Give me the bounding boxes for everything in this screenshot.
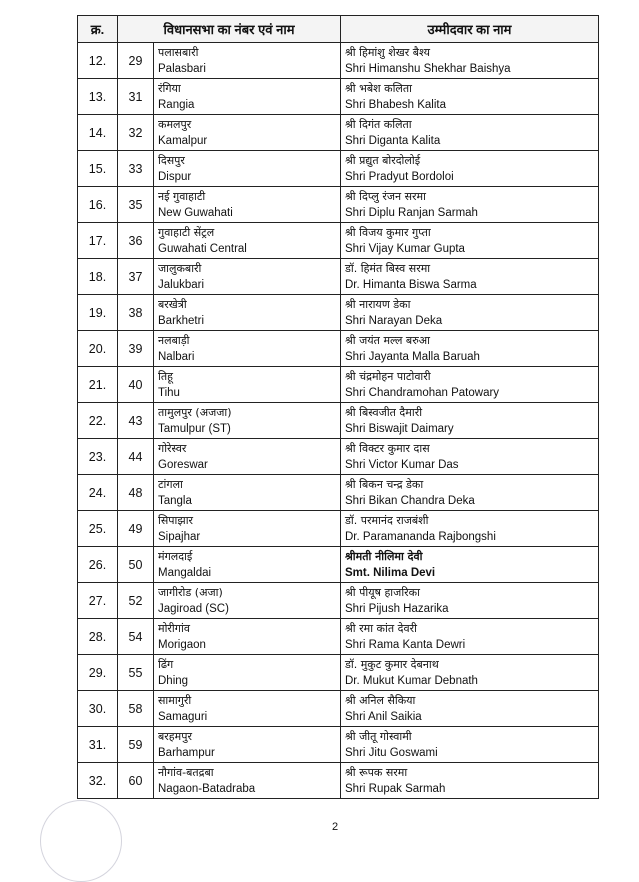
table-row [78,583,599,619]
constituency-number-cell [118,79,154,115]
constituency-name-cell [154,367,341,403]
candidate-name-english: Shri Himanshu Shekhar Baishya [345,62,511,75]
candidate-name-cell [341,547,599,583]
constituency-number-cell [118,223,154,259]
serial-number: 22. [88,413,107,428]
table-row [78,151,599,187]
constituency-name-cell [154,259,341,295]
table-row [78,547,599,583]
serial-cell [78,223,118,259]
constituency-number: 50 [128,557,143,572]
constituency-number-cell [118,475,154,511]
candidate-name-english: Smt. Nilima Devi [345,566,436,579]
candidate-name-hindi: श्री हिमांशु शेखर बैश्य [345,45,431,59]
constituency-number: 44 [128,449,143,464]
constituency-name-english: Nalbari [158,350,195,363]
constituency-number: 40 [128,377,143,392]
constituency-number-cell [118,583,154,619]
serial-cell [78,187,118,223]
candidate-name-hindi: डॉ. परमानंद राजबंशी [345,513,429,527]
candidate-name-cell [341,115,599,151]
candidate-name-cell [341,331,599,367]
serial-number: 17. [88,233,107,248]
candidate-name-english: Shri Jitu Goswami [345,746,438,759]
table-row [78,295,599,331]
constituency-name-cell [154,187,341,223]
candidate-name-cell [341,223,599,259]
constituency-number: 33 [128,161,143,176]
candidate-name-cell [341,619,599,655]
constituency-name-hindi: तामुलपुर (अजजा) [158,405,232,419]
serial-cell [78,511,118,547]
table-row [78,763,599,799]
constituency-number: 54 [128,629,143,644]
constituency-name-hindi: तिहू [158,369,173,383]
constituency-number-cell [118,655,154,691]
serial-number: 25. [88,521,107,536]
serial-number: 16. [88,197,107,212]
constituency-name-english: Dhing [158,674,189,687]
table-row [78,367,599,403]
constituency-number-cell [118,187,154,223]
serial-cell [78,475,118,511]
candidate-name-english: Shri Bikan Chandra Deka [345,494,475,507]
candidate-name-cell [341,475,599,511]
constituency-name-english: Goreswar [158,458,208,471]
candidate-name-hindi: श्री प्रद्युत बोरदोलोई [345,153,421,167]
candidate-name-hindi: श्री चंद्रमोहन पाटोवारी [345,369,431,383]
constituency-number: 31 [128,89,143,104]
serial-cell [78,259,118,295]
constituency-number-cell [118,439,154,475]
constituency-name-cell [154,655,341,691]
constituency-name-hindi: बरहमपुर [158,729,192,743]
candidate-name-english: Shri Victor Kumar Das [345,458,459,471]
constituency-number: 49 [128,521,143,536]
constituency-name-cell [154,727,341,763]
serial-cell [78,763,118,799]
header-serial: क्र. [78,16,118,43]
constituency-name-english: Jagiroad (SC) [158,602,229,615]
constituency-name-english: Sipajhar [158,530,201,543]
candidate-name-english: Shri Anil Saikia [345,710,422,723]
serial-cell [78,403,118,439]
constituency-name-cell [154,691,341,727]
constituency-number: 58 [128,701,143,716]
candidate-name-hindi: श्री दिप्लु रंजन सरमा [345,189,426,203]
candidate-name-cell [341,295,599,331]
candidate-name-cell [341,439,599,475]
constituency-name-cell [154,511,341,547]
table-row [78,223,599,259]
constituency-number: 39 [128,341,143,356]
constituency-number-cell [118,331,154,367]
constituency-number-cell [118,367,154,403]
candidate-name-english: Shri Rupak Sarmah [345,782,446,795]
serial-number: 13. [88,89,107,104]
candidate-name-hindi: श्री दिगंत कलिता [345,117,412,131]
candidate-name-hindi: श्री अनिल सैकिया [345,693,416,707]
constituency-name-cell [154,43,341,79]
constituency-name-hindi: टांगला [158,477,183,491]
candidate-name-english: Shri Pijush Hazarika [345,602,449,615]
constituency-name-cell [154,547,341,583]
serial-cell [78,583,118,619]
constituency-name-hindi: ढिंग [158,657,174,671]
constituency-name-hindi: बरखेत्री [158,297,187,311]
constituency-number: 60 [128,773,143,788]
constituency-name-cell [154,763,341,799]
candidate-name-cell [341,187,599,223]
candidate-name-english: Shri Jayanta Malla Baruah [345,350,480,363]
constituency-name-hindi: कमलपुर [158,117,192,131]
serial-number: 12. [88,53,107,68]
constituency-name-english: Tihu [158,386,180,399]
candidate-name-hindi: डॉ. हिमंत बिस्व सरमा [345,261,431,275]
constituency-number: 59 [128,737,143,752]
constituency-name-hindi: मोरीगांव [158,621,190,635]
constituency-name-english: Tamulpur (ST) [158,422,231,435]
constituency-name-cell [154,439,341,475]
constituency-name-english: Morigaon [158,638,206,651]
constituency-name-hindi: जालुकबारी [158,261,202,275]
candidate-name-cell [341,763,599,799]
constituency-number-cell [118,727,154,763]
table-row [78,43,599,79]
constituency-name-english: Jalukbari [158,278,205,291]
constituency-name-cell [154,295,341,331]
constituency-name-hindi: पलासबारी [158,45,199,59]
table-row [78,655,599,691]
constituency-number-cell [118,115,154,151]
constituency-name-hindi: नलबाड़ी [158,333,190,347]
constituency-name-english: Guwahati Central [158,242,247,255]
constituency-number-cell [118,403,154,439]
serial-cell [78,547,118,583]
constituency-name-hindi: नौगांव-बतद्रबा [158,765,214,779]
serial-number: 31. [88,737,107,752]
table-row [78,331,599,367]
constituency-name-english: Kamalpur [158,134,208,147]
constituency-number: 29 [128,53,143,68]
serial-number: 26. [88,557,107,572]
candidate-name-cell [341,691,599,727]
constituency-name-hindi: नई गुवाहाटी [158,189,206,203]
constituency-name-hindi: सामागुरी [158,693,192,707]
candidate-name-cell [341,79,599,115]
candidate-name-cell [341,151,599,187]
table-row [78,439,599,475]
candidate-name-hindi: डॉ. मुकुट कुमार देबनाथ [345,657,439,671]
constituency-number: 48 [128,485,143,500]
candidate-name-english: Shri Biswajit Daimary [345,422,454,435]
constituency-name-english: Barkhetri [158,314,205,327]
constituency-name-hindi: सिपाझार [158,513,194,527]
constituency-name-hindi: मंगलदाई [158,549,193,563]
candidate-name-hindi: श्रीमती नीलिमा देवी [345,549,423,563]
serial-cell [78,295,118,331]
constituency-number-cell [118,295,154,331]
serial-cell [78,151,118,187]
candidate-name-cell [341,259,599,295]
constituency-number-cell [118,511,154,547]
serial-number: 30. [88,701,107,716]
constituency-name-english: Nagaon-Batadraba [158,782,256,795]
candidate-name-hindi: श्री जयंत मल्ल बरुआ [345,333,431,347]
constituency-name-english: Barhampur [158,746,215,759]
header-constituency: विधानसभा का नंबर एवं नाम [118,16,341,43]
serial-cell [78,115,118,151]
constituency-number: 38 [128,305,143,320]
candidate-name-hindi: श्री भबेश कलिता [345,81,412,95]
constituency-number-cell [118,43,154,79]
candidate-name-english: Shri Rama Kanta Dewri [345,638,466,651]
constituency-number: 36 [128,233,143,248]
serial-number: 28. [88,629,107,644]
serial-cell [78,619,118,655]
constituency-name-cell [154,583,341,619]
serial-cell [78,691,118,727]
candidate-name-cell [341,727,599,763]
constituency-number-cell [118,763,154,799]
serial-number: 19. [88,305,107,320]
constituency-number-cell [118,547,154,583]
candidate-name-cell [341,583,599,619]
candidate-name-hindi: श्री रूपक सरमा [345,765,408,779]
constituency-number-cell [118,619,154,655]
candidate-name-hindi: श्री रमा कांत देवरी [345,621,417,635]
constituency-number: 37 [128,269,143,284]
constituency-name-english: Dispur [158,170,192,183]
candidate-name-cell [341,655,599,691]
serial-number: 32. [88,773,107,788]
candidate-name-cell [341,403,599,439]
constituency-name-cell [154,115,341,151]
serial-cell [78,79,118,115]
constituency-name-english: Samaguri [158,710,208,723]
candidate-name-english: Dr. Paramananda Rajbongshi [345,530,496,543]
candidate-name-english: Shri Vijay Kumar Gupta [345,242,465,255]
constituency-name-hindi: गोरेस्वर [158,441,187,455]
serial-cell [78,331,118,367]
candidate-name-english: Shri Narayan Deka [345,314,443,327]
constituency-name-hindi: रंगिया [158,81,181,95]
table-row [78,259,599,295]
candidate-name-hindi: श्री विजय कुमार गुप्ता [345,225,431,239]
constituency-number: 35 [128,197,143,212]
candidate-name-english: Shri Diganta Kalita [345,134,441,147]
constituency-number-cell [118,151,154,187]
constituency-number: 43 [128,413,143,428]
constituency-name-cell [154,331,341,367]
constituency-name-english: Rangia [158,98,195,111]
constituency-number: 55 [128,665,143,680]
constituency-number-cell [118,691,154,727]
constituency-name-english: Mangaldai [158,566,212,579]
constituency-name-cell [154,79,341,115]
table-row [78,403,599,439]
serial-cell [78,43,118,79]
constituency-name-english: Palasbari [158,62,206,75]
header-candidate: उम्मीदवार का नाम [341,16,599,43]
candidate-table [77,15,599,799]
candidate-name-hindi: श्री पीयूष हाजरिका [345,585,420,599]
candidate-name-hindi: श्री नारायण डेका [345,297,411,311]
candidate-name-english: Shri Diplu Ranjan Sarmah [345,206,478,219]
serial-number: 29. [88,665,107,680]
constituency-name-cell [154,223,341,259]
table-row [78,691,599,727]
table-row [78,619,599,655]
candidate-name-hindi: श्री जीतू गोस्वामी [345,729,412,743]
constituency-name-english: New Guwahati [158,206,233,219]
serial-number: 15. [88,161,107,176]
serial-number: 27. [88,593,107,608]
serial-number: 14. [88,125,107,140]
table-row [78,475,599,511]
serial-number: 21. [88,377,107,392]
candidate-name-hindi: श्री बिस्वजीत दैमारी [345,405,423,419]
candidate-name-english: Dr. Mukut Kumar Debnath [345,674,478,687]
serial-cell [78,727,118,763]
serial-cell [78,439,118,475]
header-row [78,16,599,43]
candidate-name-cell [341,367,599,403]
constituency-number: 52 [128,593,143,608]
constituency-number-cell [118,259,154,295]
table-row [78,727,599,763]
serial-number: 23. [88,449,107,464]
candidate-name-english: Shri Chandramohan Patowary [345,386,500,399]
constituency-name-cell [154,403,341,439]
serial-number: 18. [88,269,107,284]
table-row [78,187,599,223]
table-row [78,511,599,547]
serial-number: 24. [88,485,107,500]
serial-cell [78,367,118,403]
seal-stamp [40,800,122,882]
candidate-name-english: Shri Pradyut Bordoloi [345,170,454,183]
candidate-name-english: Dr. Himanta Biswa Sarma [345,278,477,291]
constituency-name-english: Tangla [158,494,192,507]
table-row [78,79,599,115]
constituency-name-cell [154,151,341,187]
constituency-number: 32 [128,125,143,140]
candidate-name-cell [341,43,599,79]
candidate-name-cell [341,511,599,547]
serial-cell [78,655,118,691]
constituency-name-cell [154,475,341,511]
serial-number: 20. [88,341,107,356]
constituency-name-hindi: दिसपुर [158,153,185,167]
candidate-name-english: Shri Bhabesh Kalita [345,98,447,111]
table-row [78,115,599,151]
constituency-name-hindi: गुवाहाटी सेंट्रल [158,225,215,239]
constituency-name-cell [154,619,341,655]
candidate-name-hindi: श्री विक्टर कुमार दास [345,441,430,455]
candidate-name-hindi: श्री बिकन चन्द्र डेका [345,477,424,491]
constituency-name-hindi: जागीरोड (अजा) [158,585,223,599]
page-number: 2 [332,821,339,833]
